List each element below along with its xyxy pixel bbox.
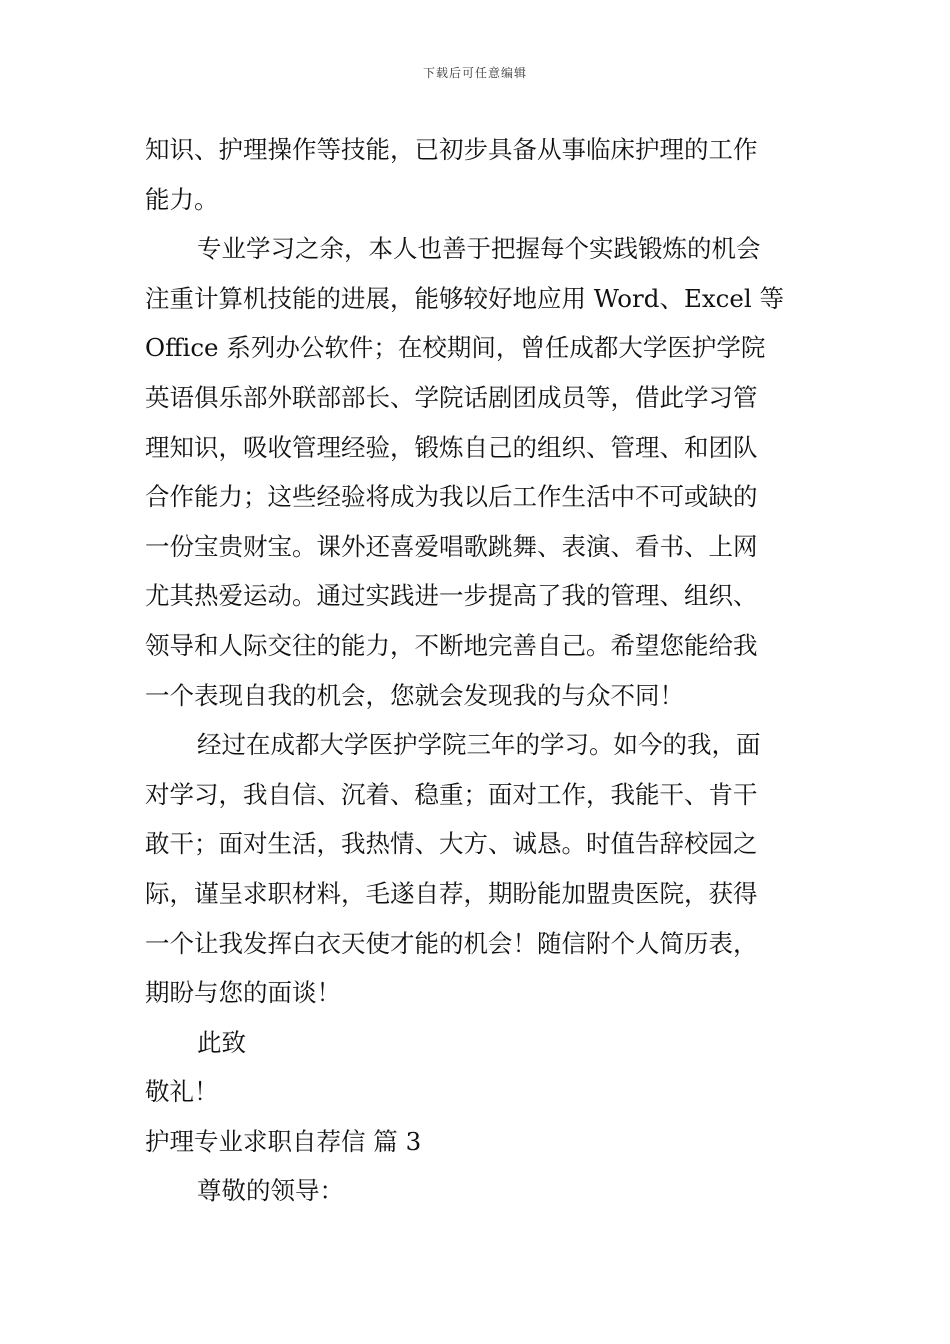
section-title: 护理专业求职自荐信 篇 3 [145, 1126, 422, 1156]
text-line: 领导和人际交往的能力，不断地完善自己。希望您能给我 [145, 630, 758, 660]
text-line: 合作能力；这些经验将成为我以后工作生活中不可或缺的 [145, 482, 758, 512]
text-line: 际，谨呈求职材料，毛遂自荐，期盼能加盟贵医院，获得 [145, 878, 758, 908]
text-line: 对学习，我自信、沉着、稳重；面对工作，我能干、肯干 [145, 779, 758, 809]
text-line: 注重计算机技能的进展，能够较好地应用 Word、Excel 等 [145, 283, 784, 313]
text-line: 一份宝贵财宝。课外还喜爱唱歌跳舞、表演、看书、上网 [145, 531, 758, 561]
text-line: 一个让我发挥白衣天使才能的机会！随信附个人简历表， [145, 928, 758, 958]
text-line: 期盼与您的面谈！ [145, 978, 341, 1008]
text-line: 尤其热爱运动。通过实践进一步提高了我的管理、组织、 [145, 581, 758, 611]
text-line: 一个表现自我的机会，您就会发现我的与众不同！ [145, 680, 684, 710]
page-header: 下载后可任意编辑 [422, 66, 527, 80]
text-line: 能力。 [145, 184, 219, 214]
paragraph-start-line: 经过在成都大学医护学院三年的学习。如今的我，面 [197, 730, 761, 760]
text-line: 理知识，吸收管理经验，锻炼自己的组织、管理、和团队 [145, 432, 758, 462]
closing-line: 此致 [197, 1027, 246, 1057]
text-line: 敢干；面对生活，我热情、大方、诚恳。时值告辞校园之 [145, 829, 758, 859]
text-line: 英语俱乐部外联部部长、学院话剧团成员等，借此学习管 [145, 382, 758, 412]
salutation-line: 敬礼！ [145, 1077, 219, 1107]
text-line: 知识、护理操作等技能，已初步具备从事临床护理的工作 [145, 135, 758, 164]
paragraph-start-line: 专业学习之余，本人也善于把握每个实践锻炼的机会 [197, 234, 761, 264]
text-line: Office 系列办公软件；在校期间，曾任成都大学医护学院 [145, 333, 766, 363]
greeting-line: 尊敬的领导： [197, 1176, 344, 1206]
document-body [145, 125, 815, 1216]
